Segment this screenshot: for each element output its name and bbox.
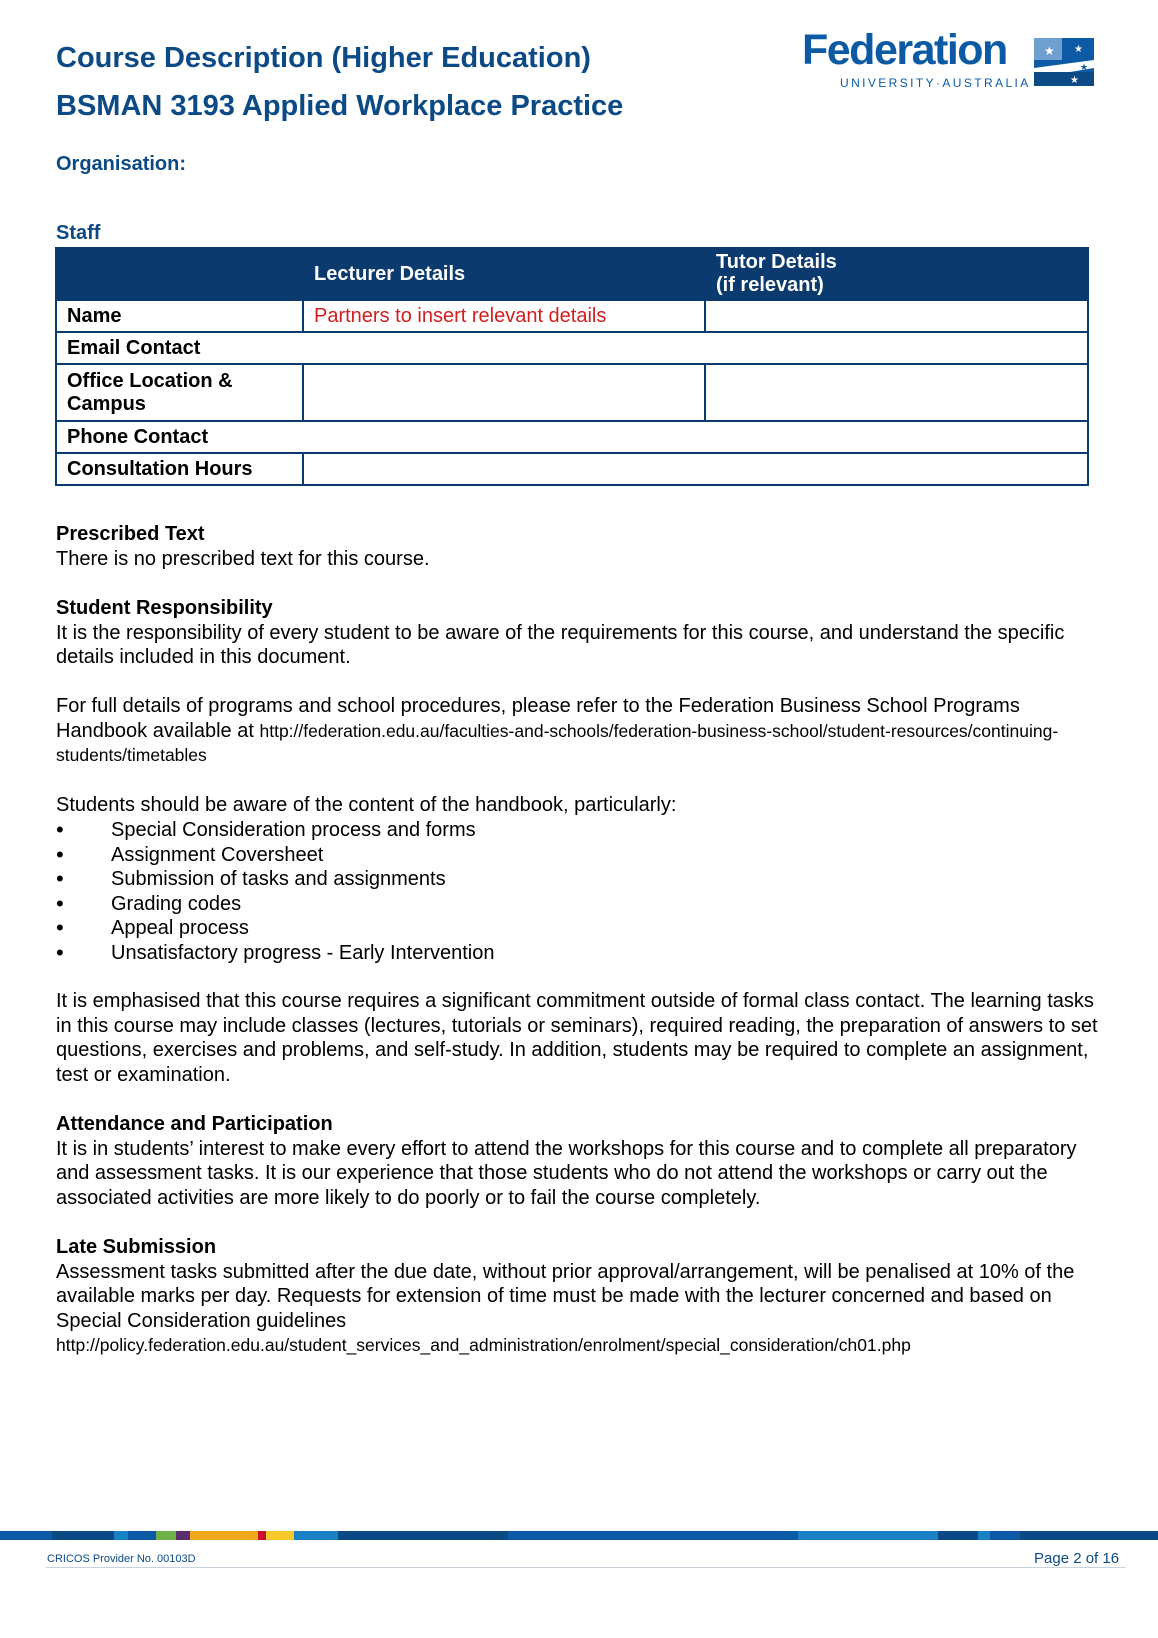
row-label-office-location: [56, 364, 303, 421]
lecturer-office-cell: [303, 364, 705, 421]
row-label-name: Name: [56, 300, 303, 332]
handbook-link[interactable]: http://federation.edu.au/faculties-and-schools/federation-business-school/student-resources/continuing-students/timetables: [56, 720, 1059, 765]
cricos-provider-number: CRICOS Provider No. 00103D: [47, 1553, 196, 1565]
southern-cross-flag-icon: [1034, 38, 1094, 86]
office-location-label-line1: Office Location &: [67, 369, 233, 392]
handbook-paragraph: [56, 694, 1106, 768]
svg-text:★: ★: [1080, 63, 1089, 73]
logo-subtitle: UNIVERSITY·AUSTRALIA: [840, 76, 1031, 90]
list-item: • Appeal process: [56, 916, 495, 941]
late-submission-heading: Late Submission: [56, 1236, 217, 1258]
commitment-paragraph: It is emphasised that this course requires a significant commitment outside of formal class contact. The learning tasks in this course may include classes (lectures, tutorials or seminars), required reading, the preparation of answers to set questions, exercises and problems, and self-study. In addition, students may be required to complete an assignment, test or examination.: [56, 990, 1098, 1086]
student-responsibility-heading: Student Responsibility: [56, 597, 273, 619]
table-row: [56, 421, 1088, 453]
late-submission-body: Assessment tasks submitted after the due date, without prior approval/arrangement, will be penalised at 10% of the available marks per day. Requests for extension of time must be made with the lecturer concerned and based on Special Consideration guidelines: [56, 1260, 1075, 1332]
attendance-section: [56, 1112, 1106, 1210]
row-label-consultation-hours: Consultation Hours: [56, 453, 303, 485]
footer-color-bar: [0, 1531, 1158, 1540]
student-responsibility-section: [56, 596, 1106, 670]
page-number: Page 2 of 16: [1034, 1550, 1120, 1567]
logo-wordmark: Federation: [802, 26, 1007, 74]
row-label-phone-contact: Phone Contact: [56, 421, 1088, 453]
table-row: [56, 364, 1088, 421]
late-submission-section: [56, 1235, 1106, 1358]
lecturer-name-placeholder: Partners to insert relevant details: [303, 300, 705, 332]
prescribed-text-body: There is no prescribed text for this course.: [56, 547, 430, 570]
svg-text:★: ★: [1070, 75, 1079, 86]
handbook-topics-list: [56, 818, 495, 965]
list-item: • Assignment Coversheet: [56, 843, 495, 868]
organisation-label: Organisation:: [56, 153, 187, 175]
consultation-hours-cell: [303, 453, 1088, 485]
svg-text:★: ★: [1074, 44, 1083, 55]
list-item: • Unsatisfactory progress - Early Intervention: [56, 941, 495, 966]
header-blank-cell: [56, 248, 303, 300]
list-item: • Special Consideration process and forms: [56, 818, 495, 843]
attendance-heading: Attendance and Participation: [56, 1113, 333, 1135]
table-row: [56, 453, 1088, 485]
tutor-name-cell: [705, 300, 1088, 332]
prescribed-text-section: [56, 522, 1106, 571]
table-row: [56, 300, 1088, 332]
staff-label: Staff: [56, 222, 101, 244]
footer-divider: [46, 1567, 1126, 1568]
handbook-text: For full details of programs and school procedures, please refer to the Federation Business School Programs Handbook available at: [56, 695, 1020, 742]
prescribed-text-heading: Prescribed Text: [56, 523, 205, 545]
header-lecturer-details: Lecturer Details: [303, 248, 705, 300]
federation-university-logo: [802, 26, 1104, 96]
table-header-row: [56, 248, 1088, 300]
handbook-aware-intro: Students should be aware of the content of the handbook, particularly:: [56, 794, 677, 816]
list-item: • Grading codes: [56, 892, 495, 917]
list-item: • Submission of tasks and assignments: [56, 867, 495, 892]
attendance-body: It is in students’ interest to make every effort to attend the workshops for this course and to complete all preparatory and assessment tasks. It is our experience that those students who do not attend the workshops or carry out the associated activities are more likely to do poorly or to fail the course completely.: [56, 1137, 1077, 1209]
svg-text:★: ★: [1044, 44, 1055, 58]
header-tutor-details: [705, 248, 1088, 300]
course-description-title: Course Description (Higher Education): [56, 42, 591, 74]
table-row: [56, 332, 1088, 364]
office-location-label-line2: Campus: [67, 392, 146, 415]
course-code-title: BSMAN 3193 Applied Workplace Practice: [56, 90, 624, 122]
tutor-office-cell: [705, 364, 1088, 421]
tutor-details-note: (if relevant): [716, 274, 824, 296]
student-responsibility-body: It is the responsibility of every student to be aware of the requirements for this course, and understand the specific details included in this document.: [56, 621, 1065, 668]
staff-details-table: [55, 247, 1089, 486]
tutor-details-label: Tutor Details: [716, 251, 837, 273]
special-consideration-link[interactable]: http://policy.federation.edu.au/student_services_and_administration/enrolment/special_consideration/ch01.php: [56, 1335, 911, 1355]
row-label-email-contact: Email Contact: [56, 332, 1088, 364]
